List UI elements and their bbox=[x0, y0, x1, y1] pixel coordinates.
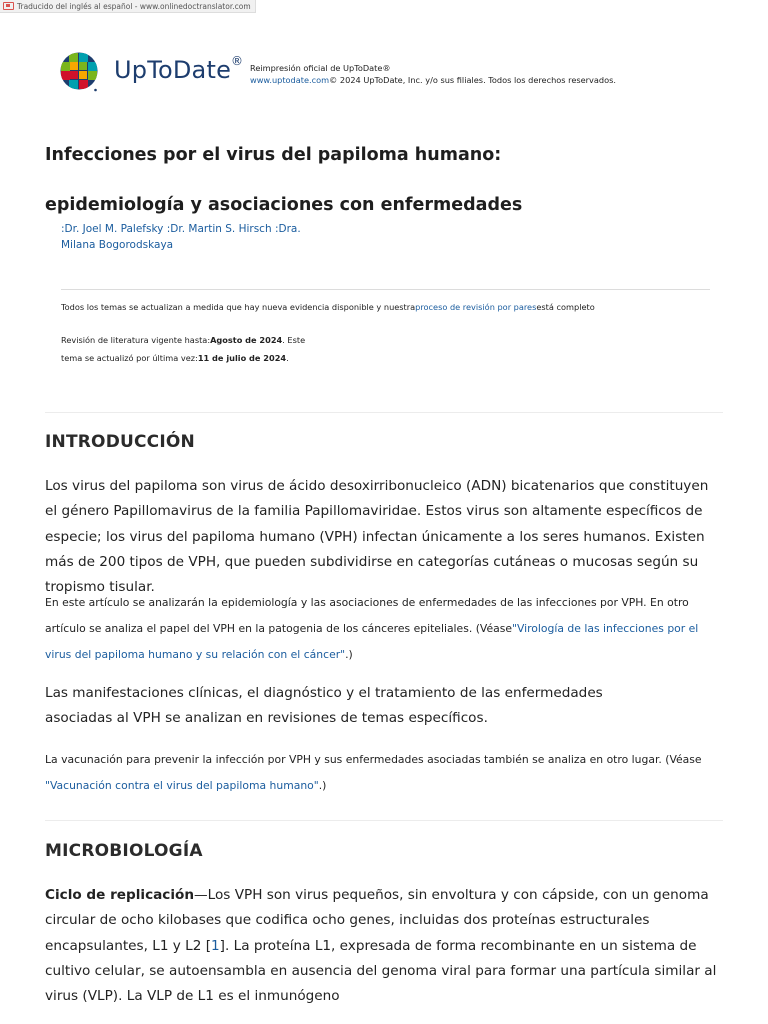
author-prefix: : bbox=[274, 223, 279, 235]
last-updated-line: tema se actualizó por última vez:11 de julio de 2024. bbox=[61, 353, 289, 363]
replication-cycle-label: Ciclo de replicación bbox=[45, 887, 195, 903]
brand-name: UpToDate® bbox=[114, 54, 244, 84]
translator-bar-text: Traducido del inglés al español - www.onlinedoctranslator.com bbox=[17, 1, 251, 11]
reprint-line-2: www.uptodate.com© 2024 UpToDate, Inc. y/o sus filiales. Todos los derechos reservados. bbox=[250, 75, 616, 85]
hpv-vaccination-link[interactable]: "Vacunación contra el virus del papiloma humano" bbox=[45, 779, 319, 792]
translator-bar[interactable] bbox=[0, 0, 256, 13]
author-link[interactable]: Dr. Joel M. Palefsky bbox=[64, 223, 167, 235]
translate-icon bbox=[3, 2, 14, 10]
author-prefix: : bbox=[166, 223, 171, 235]
divider bbox=[61, 289, 710, 290]
uptodate-url-link[interactable]: www.uptodate.com bbox=[250, 75, 330, 85]
uptodate-logo-icon bbox=[60, 52, 98, 92]
intro-paragraph-1: Los virus del papiloma son virus de ácido desoxirribonucleico (ADN) bicatenarios que constituyen el género Papillomavirus de la familia Papillomaviridae. Estos virus son altamente específicos de especie; los virus del papiloma humano (VPH) infectan únicamente a los seres humanos. Existen más de 200 tipos de VPH, que pueden subdividirse en categorías cutáneas o mucosas según su tropismo tisular. bbox=[45, 478, 709, 596]
reprint-line-1: Reimpresión oficial de UpToDate® bbox=[250, 63, 391, 73]
peer-review-link[interactable]: proceso de revisión por pares bbox=[415, 302, 537, 312]
intro-paragraph-3: Las manifestaciones clínicas, el diagnóstico y el tratamiento de las enfermedades asociadas al VPH se analizan en revisiones de temas específicos. bbox=[45, 685, 603, 727]
update-note: Todos los temas se actualizan a medida que hay nueva evidencia disponible y nuestraproceso de revisión por paresestá completo bbox=[61, 302, 595, 312]
uptodate-logo[interactable] bbox=[60, 52, 243, 92]
author-link[interactable]: Dr. Martin S. Hirsch bbox=[170, 223, 275, 235]
divider bbox=[45, 412, 723, 413]
virology-article-link[interactable]: "Virología de las infecciones por el virus del papiloma humano y su relación con el cáncer" bbox=[45, 622, 699, 661]
section-heading-microbiologia: MICROBIOLOGÍA bbox=[45, 841, 203, 861]
literature-review-line: Revisión de literatura vigente hasta:Agosto de 2024. Este bbox=[61, 335, 306, 345]
intro-paragraph-2: En este artículo se analizarán la epidemiología y las asociaciones de enfermedades de las infecciones por VPH. En otro artículo se analiza el papel del VPH en la patogenia de los cánceres epiteliales. (Véase"Virología de las infecciones por el virus del papiloma humano y su relación con el cáncer".) bbox=[45, 596, 699, 661]
author-link[interactable]: Dra. Milana Bogorodskaya bbox=[61, 223, 301, 251]
article-title: Infecciones por el virus del papiloma humano: epidemiología y asociaciones con enfermedades bbox=[45, 145, 523, 215]
section-heading-introduccion: INTRODUCCIÓN bbox=[45, 432, 195, 452]
review-dates bbox=[61, 331, 305, 367]
authors bbox=[61, 221, 321, 253]
reference-link[interactable]: 1 bbox=[211, 937, 220, 954]
intro-paragraph-4: La vacunación para prevenir la infección por VPH y sus enfermedades asociadas también se analiza en otro lugar. (Véase "Vacunación contra el virus del papiloma humano".) bbox=[45, 753, 702, 792]
reprint-notice bbox=[250, 62, 616, 86]
micro-paragraph-1: Ciclo de replicación—Los VPH son virus pequeños, sin envoltura y con cápside, con un genoma circular de ocho kilobases que codifica ocho genes, incluidas dos proteínas estructurales encapsulantes, L1 y L2 [1]. La proteína L1, expresada de forma recombinante en un sistema de cultivo celular, se autoensambla en ausencia del genoma viral para formar una partícula similar al virus (VLP). La VLP de L1 es el inmunógeno bbox=[45, 887, 717, 1005]
author-prefix: : bbox=[61, 223, 65, 235]
divider bbox=[45, 820, 723, 821]
